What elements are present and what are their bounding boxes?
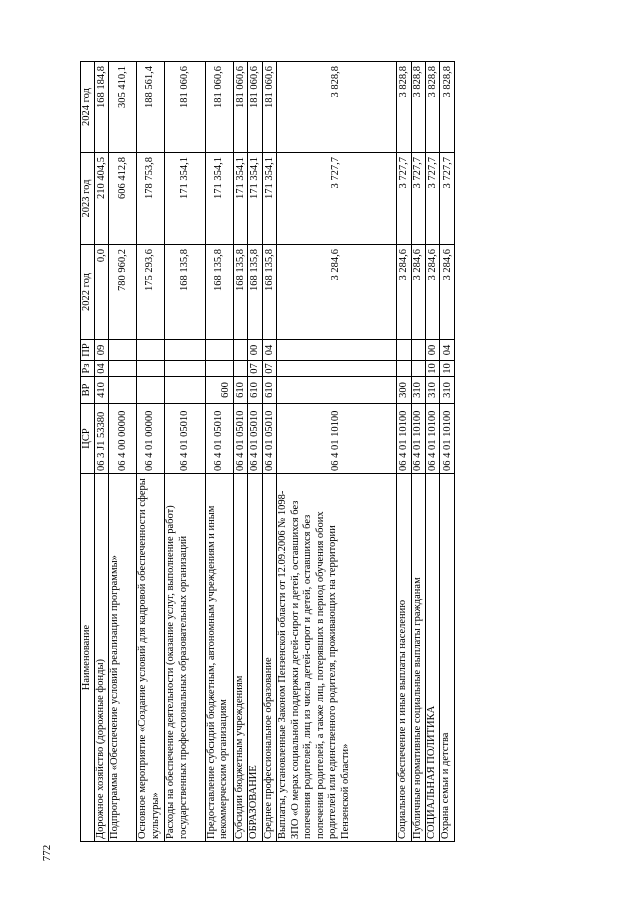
row-rz: [165, 361, 206, 377]
row-vr: 310: [411, 377, 425, 404]
table-row: [425, 62, 439, 842]
table-row: [248, 62, 262, 842]
row-value-2024: 181 060,6: [205, 62, 233, 153]
table-row: [233, 62, 247, 842]
row-name: Публичные нормативные социальные выплаты гражданам: [411, 474, 425, 842]
row-rz: [233, 361, 247, 377]
row-value-2024: 181 060,6: [248, 62, 262, 153]
row-value-2022: 3 284,6: [425, 245, 439, 340]
row-csr: 06 4 01 10100: [411, 404, 425, 474]
row-csr: 06 4 01 10100: [440, 404, 455, 474]
row-vr: 300: [397, 377, 411, 404]
row-pr: 00: [248, 340, 262, 361]
row-value-2023: 171 354,1: [205, 153, 233, 245]
row-rz: [397, 361, 411, 377]
row-rz: [277, 361, 397, 377]
row-value-2023: 3 727,7: [277, 153, 397, 245]
row-value-2024: 3 828,8: [440, 62, 455, 153]
row-rz: 07: [262, 361, 276, 377]
table-row: [262, 62, 276, 842]
row-value-2024: 188 561,4: [137, 62, 165, 153]
row-value-2023: 171 354,1: [248, 153, 262, 245]
row-value-2024: 181 060,6: [165, 62, 206, 153]
row-value-2022: 0,0: [95, 245, 109, 340]
row-value-2023: 3 727,7: [440, 153, 455, 245]
row-vr: [137, 377, 165, 404]
row-pr: 00: [425, 340, 439, 361]
row-csr: 06 4 01 10100: [277, 404, 397, 474]
row-rz: 07: [248, 361, 262, 377]
row-value-2024: 181 060,6: [262, 62, 276, 153]
row-value-2023: 3 727,7: [397, 153, 411, 245]
row-value-2023: 178 753,8: [137, 153, 165, 245]
row-vr: 610: [233, 377, 247, 404]
row-vr: 410: [95, 377, 109, 404]
row-name: Расходы на обеспечение деятельности (оказание услуг, выполнение работ) государственных профессиональных образовательных организаций: [165, 474, 206, 842]
header-csr: ЦСР: [81, 404, 95, 474]
row-vr: 600: [205, 377, 233, 404]
row-value-2022: 3 284,6: [411, 245, 425, 340]
row-csr: 06 4 01 10100: [425, 404, 439, 474]
header-name: Наименование: [81, 474, 95, 842]
row-vr: [165, 377, 206, 404]
row-pr: [277, 340, 397, 361]
row-vr: 310: [425, 377, 439, 404]
row-csr: 06 4 01 05010: [248, 404, 262, 474]
budget-table: [80, 61, 455, 842]
row-csr: 06 4 01 05010: [262, 404, 276, 474]
row-value-2022: 168 135,8: [248, 245, 262, 340]
row-value-2022: 3 284,6: [397, 245, 411, 340]
row-name: Основное мероприятие «Создание условий для кадровой обеспеченности сферы культуры»: [137, 474, 165, 842]
table-row: [95, 62, 109, 842]
row-value-2023: 3 727,7: [425, 153, 439, 245]
header-2023: 2023 год: [81, 153, 95, 245]
table-row: [137, 62, 165, 842]
row-value-2022: 168 135,8: [165, 245, 206, 340]
row-name: Охрана семьи и детства: [440, 474, 455, 842]
row-name: Социальное обеспечение и иные выплаты населению: [397, 474, 411, 842]
row-pr: [233, 340, 247, 361]
row-value-2022: 175 293,6: [137, 245, 165, 340]
row-csr: 06 4 01 05010: [165, 404, 206, 474]
row-csr: 06 4 00 00000: [109, 404, 137, 474]
row-value-2024: 168 184,8: [95, 62, 109, 153]
row-vr: 310: [440, 377, 455, 404]
row-value-2023: 171 354,1: [233, 153, 247, 245]
row-value-2023: 3 727,7: [411, 153, 425, 245]
page-number: 772: [41, 844, 53, 862]
row-pr: [411, 340, 425, 361]
header-2024: 2024 год: [81, 62, 95, 153]
row-name: СОЦИАЛЬНАЯ ПОЛИТИКА: [425, 474, 439, 842]
row-value-2024: 3 828,8: [411, 62, 425, 153]
row-pr: 04: [262, 340, 276, 361]
row-value-2022: 168 135,8: [205, 245, 233, 340]
table-row: [205, 62, 233, 842]
row-pr: [109, 340, 137, 361]
row-value-2024: 3 828,8: [397, 62, 411, 153]
row-value-2023: 171 354,1: [165, 153, 206, 245]
row-name: ОБРАЗОВАНИЕ: [248, 474, 262, 842]
row-csr: 06 3 J1 53380: [95, 404, 109, 474]
row-name: Предоставление субсидий бюджетным, автономным учреждениям и иным некоммерческим организациям: [205, 474, 233, 842]
row-name: Выплаты, установленные Законом Пензенской области от 12.09.2006 № 1098-ЗПО «О мерах социальной поддержки детей-сирот и детей, оставшихся без попечения родителей, лиц из числа детей-сирот и детей, оставшихся без попечения родителей, а также лиц, потерявших в период обучения обоих родителей или единственного родителя, проживающих на территории Пензенской области»: [277, 474, 397, 842]
row-value-2023: 171 354,1: [262, 153, 276, 245]
header-vr: ВР: [81, 377, 95, 404]
row-pr: [205, 340, 233, 361]
row-pr: 04: [440, 340, 455, 361]
row-value-2024: 305 410,1: [109, 62, 137, 153]
row-name: Дорожное хозяйство (дорожные фонды): [95, 474, 109, 842]
row-rz: 10: [425, 361, 439, 377]
row-value-2022: 168 135,8: [233, 245, 247, 340]
row-value-2022: 168 135,8: [262, 245, 276, 340]
row-csr: 06 4 01 05010: [233, 404, 247, 474]
row-value-2024: 3 828,8: [277, 62, 397, 153]
row-value-2022: 3 284,6: [277, 245, 397, 340]
row-csr: 06 4 01 10100: [397, 404, 411, 474]
row-vr: [277, 377, 397, 404]
header-rz: Рз: [81, 361, 95, 377]
header-2022: 2022 год: [81, 245, 95, 340]
row-value-2024: 3 828,8: [425, 62, 439, 153]
row-vr: [109, 377, 137, 404]
row-rz: [137, 361, 165, 377]
table-row: [397, 62, 411, 842]
rotated-budget-table-container: [80, 62, 455, 842]
table-row: [440, 62, 455, 842]
row-vr: 610: [262, 377, 276, 404]
row-name: Субсидии бюджетным учреждениям: [233, 474, 247, 842]
table-header-row: [81, 62, 95, 842]
row-value-2024: 181 060,6: [233, 62, 247, 153]
row-value-2022: 780 960,2: [109, 245, 137, 340]
row-rz: [109, 361, 137, 377]
row-pr: 09: [95, 340, 109, 361]
row-pr: [397, 340, 411, 361]
row-pr: [165, 340, 206, 361]
row-rz: 04: [95, 361, 109, 377]
row-value-2023: 606 412,8: [109, 153, 137, 245]
row-rz: 10: [440, 361, 455, 377]
row-value-2022: 3 284,6: [440, 245, 455, 340]
row-pr: [137, 340, 165, 361]
row-rz: [411, 361, 425, 377]
table-row: [109, 62, 137, 842]
row-value-2023: 210 404,5: [95, 153, 109, 245]
header-pr: ПР: [81, 340, 95, 361]
row-rz: [205, 361, 233, 377]
table-row: [411, 62, 425, 842]
row-csr: 06 4 01 00000: [137, 404, 165, 474]
table-row: [277, 62, 397, 842]
table-row: [165, 62, 206, 842]
row-vr: 610: [248, 377, 262, 404]
row-csr: 06 4 01 05010: [205, 404, 233, 474]
row-name: Подпрограмма «Обеспечение условий реализации программы»: [109, 474, 137, 842]
row-name: Среднее профессиональное образование: [262, 474, 276, 842]
